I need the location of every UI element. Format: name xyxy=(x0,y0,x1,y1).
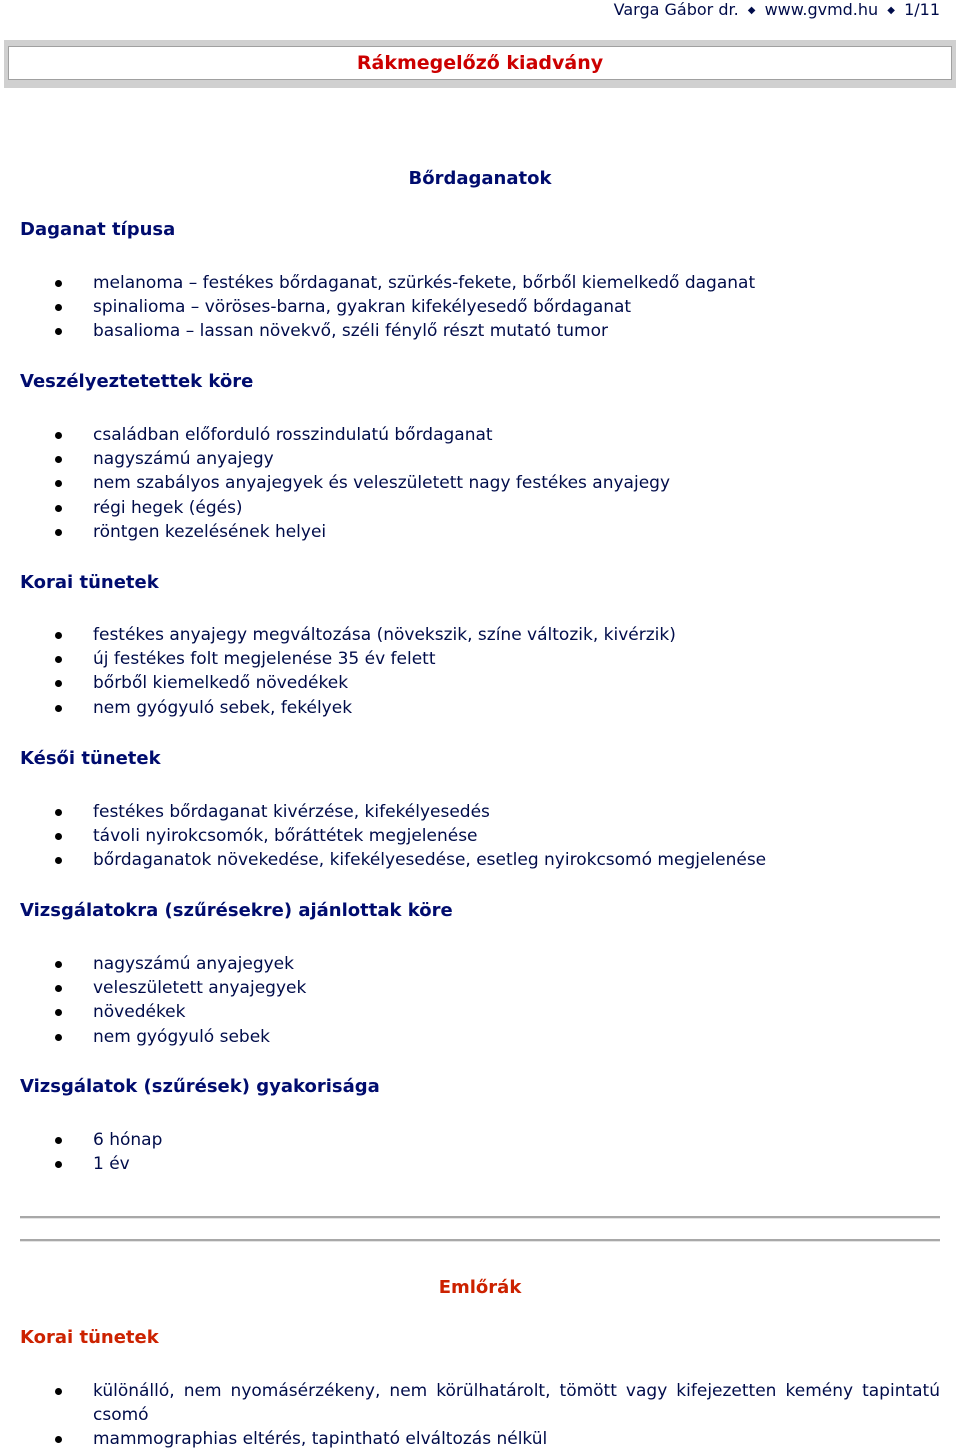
bullet-icon xyxy=(55,656,62,663)
list-item: nagyszámú anyajegy xyxy=(0,447,960,471)
bullet-icon xyxy=(55,1034,62,1041)
list-item: távoli nyirokcsomók, bőráttétek megjelenése xyxy=(0,824,960,848)
bullet-icon xyxy=(55,456,62,463)
list-item: bőrdaganatok növekedése, kifekélyesedése, esetleg nyirokcsomó megjelenése xyxy=(0,848,960,872)
bullet-icon xyxy=(55,961,62,968)
list-item: különálló, nem nyomásérzékeny, nem körülhatárolt, tömött vagy kifejezetten kemény tapintatú csomó xyxy=(0,1379,960,1427)
bullet-icon xyxy=(55,833,62,840)
list-item: nem gyógyuló sebek, fekélyek xyxy=(0,696,960,720)
heading-tumor-type: Daganat típusa xyxy=(20,219,176,240)
bullet-icon xyxy=(55,1137,62,1144)
bullet-icon xyxy=(55,505,62,512)
bullet-icon xyxy=(55,432,62,439)
list-screening-recommended xyxy=(0,952,960,1049)
list-late-symptoms xyxy=(0,800,960,873)
list-item: melanoma – festékes bőrdaganat, szürkés-fekete, bőrből kiemelkedő daganat xyxy=(0,271,960,295)
list-item: családban előforduló rosszindulatú bőrdaganat xyxy=(0,423,960,447)
bullet-icon xyxy=(55,1009,62,1016)
list-item: festékes bőrdaganat kivérzése, kifekélyesedés xyxy=(0,800,960,824)
list-item: régi hegek (égés) xyxy=(0,496,960,520)
bullet-icon xyxy=(55,1436,62,1443)
heading-screening-frequency: Vizsgálatok (szűrések) gyakorisága xyxy=(20,1076,380,1097)
bullet-icon xyxy=(55,480,62,487)
list-item: nagyszámú anyajegyek xyxy=(0,952,960,976)
heading-risk-group: Veszélyeztetettek köre xyxy=(20,371,254,392)
diamond-separator-icon: ◆ xyxy=(747,5,756,16)
list-item: veleszületett anyajegyek xyxy=(0,976,960,1000)
bullet-icon xyxy=(55,705,62,712)
header-author: Varga Gábor dr. xyxy=(613,0,739,19)
divider xyxy=(20,1239,940,1242)
list-item: új festékes folt megjelenése 35 év felett xyxy=(0,647,960,671)
bullet-icon xyxy=(55,985,62,992)
section-title-skin-cancer: Bőrdaganatok xyxy=(408,168,552,189)
bullet-icon xyxy=(55,1388,62,1395)
divider xyxy=(20,1216,940,1219)
list-item: bőrből kiemelkedő növedékek xyxy=(0,671,960,695)
heading-early-symptoms-breast: Korai tünetek xyxy=(20,1327,159,1348)
list-item: 1 év xyxy=(0,1152,960,1176)
list-item: röntgen kezelésének helyei xyxy=(0,520,960,544)
bullet-icon xyxy=(55,328,62,335)
heading-late-symptoms: Késői tünetek xyxy=(20,748,161,769)
bullet-icon xyxy=(55,857,62,864)
list-early-symptoms xyxy=(0,623,960,720)
title-bar xyxy=(4,40,956,88)
list-item: nem szabályos anyajegyek és veleszületett nagy festékes anyajegy xyxy=(0,471,960,495)
section-title-breast-cancer: Emlőrák xyxy=(438,1277,522,1298)
list-item: mammographias eltérés, tapintható elváltozás nélkül xyxy=(0,1427,960,1451)
document-title: Rákmegelőző kiadvány xyxy=(8,46,952,80)
page-header xyxy=(614,0,940,20)
list-screening-frequency xyxy=(0,1128,960,1176)
list-item: festékes anyajegy megváltozása (növekszik, színe változik, kivérzik) xyxy=(0,623,960,647)
bullet-icon xyxy=(55,680,62,687)
header-site: www.gvmd.hu xyxy=(764,0,879,19)
bullet-icon xyxy=(55,632,62,639)
list-risk-group xyxy=(0,423,960,544)
list-item: nem gyógyuló sebek xyxy=(0,1025,960,1049)
list-early-symptoms-breast xyxy=(0,1379,960,1452)
list-item: növedékek xyxy=(0,1000,960,1024)
header-page-number: 1/11 xyxy=(904,0,940,19)
bullet-icon xyxy=(55,809,62,816)
list-tumor-type xyxy=(0,271,960,344)
list-item: basalioma – lassan növekvő, széli fénylő részt mutató tumor xyxy=(0,319,960,343)
bullet-icon xyxy=(55,1161,62,1168)
bullet-icon xyxy=(55,529,62,536)
heading-screening-recommended: Vizsgálatokra (szűrésekre) ajánlottak köre xyxy=(20,900,453,921)
diamond-separator-icon: ◆ xyxy=(887,5,895,16)
bullet-icon xyxy=(55,280,62,287)
list-item: 6 hónap xyxy=(0,1128,960,1152)
heading-early-symptoms: Korai tünetek xyxy=(20,572,159,593)
bullet-icon xyxy=(55,304,62,311)
list-item: spinalioma – vöröses-barna, gyakran kifekélyesedő bőrdaganat xyxy=(0,295,960,319)
